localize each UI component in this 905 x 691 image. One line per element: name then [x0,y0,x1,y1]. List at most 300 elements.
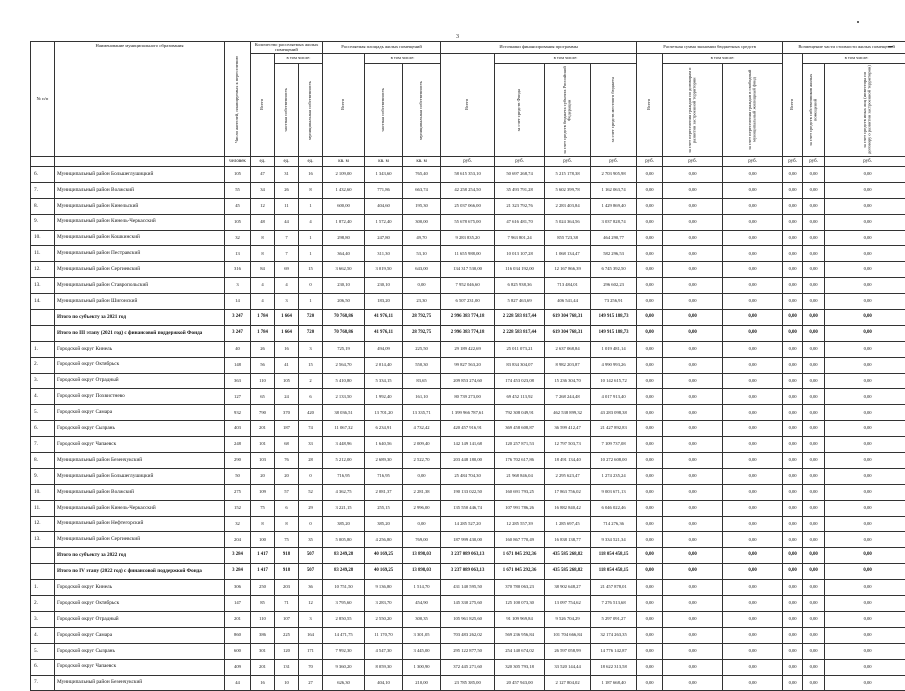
value-cell: 0,00 [783,310,803,326]
value-cell: 0,00 [825,389,905,405]
value-cell: 1 417 [251,548,275,564]
value-cell: 83 249,28 [323,548,365,564]
unit-cell: руб. [723,157,783,167]
value-cell: 3 [299,611,323,627]
value-cell: 0,00 [663,675,723,691]
value-cell: 85 [251,596,275,612]
value-cell: 28 792,75 [403,310,441,326]
value-cell: 7 [275,230,299,246]
value-cell: 21 968 846,04 [495,468,545,484]
value-cell: 0,00 [723,532,783,548]
value-cell: 792 308 049,91 [495,405,545,421]
value-cell: 2 996,00 [403,500,441,516]
value-cell: 15 [299,262,323,278]
value-cell: 385,20 [323,516,365,532]
value-cell: 0,00 [723,453,783,469]
value-cell: 6 825 938,36 [495,278,545,294]
municipality-name: Муниципальный район Большеглушицкий [55,167,225,183]
value-cell: 0,00 [637,580,663,596]
value-cell: 1 671 845 292,36 [495,548,545,564]
municipality-name: Городской округ Отрадный [55,373,225,389]
value-cell: 420 [299,405,323,421]
row-number: 6. [31,421,55,437]
value-cell: 0,00 [825,627,905,643]
value-cell: 45 [225,198,251,214]
value-cell: 1 992,40 [365,389,403,405]
value-cell: 204 [225,532,251,548]
value-cell: 0,00 [723,611,783,627]
value-cell: 0,00 [803,437,825,453]
value-cell: 16 882 840,42 [545,500,591,516]
value-cell: 0,00 [825,214,905,230]
row-number: 4. [31,627,55,643]
value-cell: 0,00 [637,611,663,627]
value-cell: 386 [251,627,275,643]
value-cell: 0,00 [663,294,723,310]
unit-cell: кв. м [403,157,441,167]
value-cell: 1 432,60 [323,182,365,198]
value-cell: 12 [251,198,275,214]
value-cell: 65 [251,389,275,405]
value-cell: 195,30 [403,198,441,214]
value-cell: 0,00 [825,611,905,627]
value-cell: 107 991 786,26 [495,500,545,516]
value-cell: 771,86 [365,182,403,198]
row-number: 7. [31,182,55,198]
table-row [31,278,905,294]
value-cell: 10 272 608,00 [591,453,637,469]
col-no: № п/п [31,42,55,157]
row-number: 13. [31,532,55,548]
value-cell: 10 013 107,28 [495,246,545,262]
value-cell: 0,00 [825,310,905,326]
value-cell: 0,00 [803,325,825,341]
municipality-name: Муниципальный район Кошкинский [55,230,225,246]
row-number [31,548,55,564]
unit-cell: руб. [441,157,495,167]
value-cell: 0,00 [825,230,905,246]
value-cell: 0,00 [783,214,803,230]
value-cell: 0,00 [825,675,905,691]
table-row [31,373,905,389]
value-cell: 14 285 527,20 [441,516,495,532]
area-private: частная собственность [365,64,403,157]
value-cell: 320 305 793,18 [495,659,545,675]
value-cell: 3 448,96 [323,437,365,453]
econ-total: Всего [637,54,663,157]
value-cell: 33 [299,437,323,453]
count-muni: муниципальная собственность [299,64,323,157]
value-cell: 29 [299,500,323,516]
value-cell: 101 704 666,84 [545,627,591,643]
value-cell: 0,00 [723,341,783,357]
value-cell: 720 [299,325,323,341]
value-cell: 0,00 [663,659,723,675]
value-cell: 0,00 [723,278,783,294]
value-cell: 0,00 [803,500,825,516]
value-cell: 0,00 [663,548,723,564]
group-area: Расселяемая площадь жилых помещений [323,42,441,54]
value-cell: 0,00 [663,453,723,469]
value-cell: 0,00 [637,659,663,675]
value-cell: 0,00 [825,643,905,659]
row-number: 8. [31,198,55,214]
value-cell: 4 [275,278,299,294]
value-cell: 3 795,60 [323,596,365,612]
value-cell: 4 [251,278,275,294]
value-cell: 0,00 [663,278,723,294]
value-cell: 4 [299,214,323,230]
table-row [31,659,905,675]
value-cell: 1 343,60 [365,167,403,183]
table-row [31,437,905,453]
value-cell: 3 019,50 [365,262,403,278]
value-cell: 40 169,25 [365,564,403,580]
municipality-name: Итого по субъекту за 2021 год [55,310,225,326]
value-cell: 1 671 845 292,36 [495,564,545,580]
value-cell: 0,00 [803,675,825,691]
value-cell: 13 097 754,62 [545,596,591,612]
value-cell: 6 [275,500,299,516]
value-cell: 0,00 [723,627,783,643]
value-cell: 7 109 737,08 [591,437,637,453]
value-cell: 0,00 [723,182,783,198]
value-cell: 83,65 [403,373,441,389]
value-cell: 103 [251,453,275,469]
value-cell: 626,30 [323,675,365,691]
value-cell: 1 429 869,40 [591,198,637,214]
value-cell: 80 739 273,00 [441,389,495,405]
value-cell: 1 [299,198,323,214]
value-cell: 109 [251,484,275,500]
value-cell: 0,00 [637,389,663,405]
value-cell: 0,00 [825,596,905,612]
municipality-name: Городской округ Октябрьск [55,357,225,373]
value-cell: 20 [275,468,299,484]
value-cell: 0,00 [663,167,723,183]
value-cell: 0,00 [825,659,905,675]
table-row [31,262,905,278]
value-cell: 0,00 [825,468,905,484]
value-cell: 152 [225,500,251,516]
value-cell: 0,00 [803,357,825,373]
reimb-investors: за счет средств иных лиц (инвестора по договору о развитии застроенной территории) [825,64,905,157]
value-cell: 12 797 503,73 [545,437,591,453]
value-cell: 68 [275,437,299,453]
table-row [31,596,905,612]
value-cell: 464 290,77 [591,230,637,246]
value-cell: 0,00 [825,564,905,580]
table-row [31,643,905,659]
value-cell: 50 697 268,74 [495,167,545,183]
value-cell: 0,00 [803,310,825,326]
value-cell: 3 283,70 [365,596,403,612]
value-cell: 20 [251,468,275,484]
municipality-name: Муниципальный район Большеглушицкий [55,468,225,484]
value-cell: 47 [251,167,275,183]
value-cell: 0,00 [637,246,663,262]
table-row [31,341,905,357]
value-cell: 0,00 [637,278,663,294]
value-cell: 1 664 [275,325,299,341]
value-cell: 0,00 [783,564,803,580]
value-cell: 71 [275,596,299,612]
value-cell: 203 448 180,00 [441,453,495,469]
value-cell: 0,00 [803,389,825,405]
value-cell: 0,00 [783,659,803,675]
value-cell: 0,00 [663,214,723,230]
value-cell: 0,00 [803,564,825,580]
value-cell: 507 [299,548,323,564]
value-cell: 160 867 770,49 [495,532,545,548]
value-cell: 12 [299,596,323,612]
group-count: Количество расселяемых жилых помещений [251,42,323,54]
value-cell: 0,00 [783,421,803,437]
count-private: частная собственность [275,64,299,157]
unit-cell: ед. [275,157,299,167]
value-cell: 10 751,50 [323,580,365,596]
value-cell: 206,50 [323,294,365,310]
municipality-name: Городской округ Чапаевск [55,659,225,675]
value-cell: 149 915 188,73 [591,310,637,326]
table-row [31,230,905,246]
value-cell: 0,00 [803,611,825,627]
value-cell: 44 [225,675,251,691]
value-cell: 0,00 [403,278,441,294]
value-cell: 0,00 [663,230,723,246]
value-cell: 0,00 [825,453,905,469]
value-cell: 714 276,36 [591,516,637,532]
municipality-name: Муниципальный район Кинель-Черкасский [55,500,225,516]
value-cell: 0,00 [825,278,905,294]
value-cell: 316 [225,262,251,278]
row-number: 3. [31,611,55,627]
value-cell: 0,00 [723,246,783,262]
value-cell: 225,50 [403,341,441,357]
value-cell: 0,00 [803,468,825,484]
value-cell: 0,00 [783,262,803,278]
total-row [31,564,905,580]
municipality-name: Муниципальный район Нефтегорский [55,516,225,532]
value-cell: 619 304 768,31 [545,310,591,326]
value-cell: 0,00 [637,182,663,198]
value-cell: 290 [225,453,251,469]
value-cell: 74 [299,421,323,437]
value-cell: 0,00 [825,421,905,437]
unit-cell: руб. [495,157,545,167]
value-cell: 275 [225,484,251,500]
total-row [31,548,905,564]
value-cell: 0,00 [803,246,825,262]
value-cell: 0,00 [663,532,723,548]
value-cell: 0,00 [663,516,723,532]
value-cell: 301 [251,643,275,659]
value-cell: 3 662,50 [323,262,365,278]
value-cell: 1 [299,230,323,246]
row-number: 9. [31,214,55,230]
value-cell: 2 228 583 817,44 [495,325,545,341]
value-cell: 40 169,25 [365,548,403,564]
row-number: 6. [31,659,55,675]
row-number: 1. [31,580,55,596]
value-cell: 0,00 [783,246,803,262]
value-cell: 0,00 [663,373,723,389]
table-row [31,246,905,262]
value-cell: 0,00 [663,484,723,500]
value-cell: 83 834 304,07 [495,357,545,373]
value-cell: 23 785 385,00 [441,675,495,691]
value-cell: 35 [299,532,323,548]
value-cell: 0,00 [663,182,723,198]
value-cell: 1 019 481,14 [591,341,637,357]
value-cell: 15 236 304,70 [545,373,591,389]
value-cell: 300,00 [403,214,441,230]
fin-subject: за счет средств бюджета субъекта Российской Федерации [545,64,591,157]
table-row [31,357,905,373]
value-cell: 0,00 [723,262,783,278]
value-cell: 58 615 353,10 [441,167,495,183]
unit-cell: ед. [251,157,275,167]
value-cell: 716,95 [365,468,403,484]
value-cell: 0,00 [783,373,803,389]
value-cell: 52 [299,484,323,500]
value-cell: 7 [275,246,299,262]
unit-cell: кв. м [323,157,365,167]
value-cell: 860 [225,627,251,643]
value-cell: 12 167 866,39 [545,262,591,278]
value-cell: 2 295 623,47 [545,468,591,484]
value-cell: 41 976,11 [365,325,403,341]
municipality-name: Муниципальный район Сергиевский [55,262,225,278]
municipality-name: Городской округ Самара [55,405,225,421]
fin-incl: в том числе: [495,54,637,64]
fin-local: за счет средств местного бюджета [591,64,637,157]
value-cell: 790 [251,405,275,421]
value-cell: 0,00 [663,310,723,326]
value-cell: 8 [251,246,275,262]
value-cell: 0,00 [663,611,723,627]
value-cell: 187 [275,421,299,437]
value-cell: 1 068 134,47 [545,246,591,262]
value-cell: 14 776 142,87 [591,643,637,659]
value-cell: 7 963 801,24 [495,230,545,246]
value-cell: 0,00 [783,182,803,198]
unit-cell: руб. [545,157,591,167]
table-row [31,405,905,421]
value-cell: 1 300,90 [403,659,441,675]
municipality-name: Итого по IV этапу (2022 год) с финансовой поддержкой Фонда [55,564,225,580]
municipality-name: Муниципальный район Кинель-Черкасский [55,214,225,230]
count-incl: в том числе: [275,54,323,64]
value-cell: 9 526 704,29 [545,611,591,627]
row-number: 1. [31,341,55,357]
value-cell: 6 046 022,46 [591,500,637,516]
group-reimbursement: Возмещение части стоимости жилых помещений [783,42,905,54]
value-cell: 364,40 [323,246,365,262]
units-row [31,157,905,167]
value-cell: 41 976,11 [365,310,403,326]
value-cell: 370 780 063,23 [495,580,545,596]
value-cell: 70 768,86 [323,325,365,341]
row-number: 11. [31,500,55,516]
value-cell: 116 034 192,00 [495,262,545,278]
value-cell: 69 452 113,92 [495,389,545,405]
value-cell: 120 [275,643,299,659]
value-cell: 2 009,40 [403,437,441,453]
value-cell: 0,00 [723,310,783,326]
value-cell: 0,00 [723,198,783,214]
value-cell: 0,00 [663,437,723,453]
value-cell: 720 [299,310,323,326]
value-cell: 769,00 [403,532,441,548]
value-cell: 16 [275,341,299,357]
value-cell: 120 257 871,53 [495,437,545,453]
value-cell: 0,00 [663,500,723,516]
value-cell: 462 538 899,32 [545,405,591,421]
value-cell: 619 304 768,31 [545,325,591,341]
value-cell: 142 149 141,68 [441,437,495,453]
value-cell: 105 961 825,60 [441,611,495,627]
value-cell: 0,00 [723,596,783,612]
value-cell: 0,00 [803,230,825,246]
value-cell: 210,00 [403,675,441,691]
value-cell: 25 484 704,30 [441,468,495,484]
municipality-name: Итого по III этапу (2021 год) с финансовой поддержкой Фонда [55,325,225,341]
value-cell: 0,00 [803,421,825,437]
row-number [31,564,55,580]
value-cell: 75 [251,500,275,516]
table-row [31,198,905,214]
value-cell: 14 471,75 [323,627,365,643]
value-cell: 38 036,51 [323,405,365,421]
value-cell: 0,00 [663,421,723,437]
row-number: 7. [31,437,55,453]
row-number: 8. [31,453,55,469]
value-cell: 55 678 675,00 [441,214,495,230]
value-cell: 105 [225,214,251,230]
value-cell: 370 [275,405,299,421]
value-cell: 176 702 617,86 [495,453,545,469]
value-cell: 0,00 [783,278,803,294]
table-row [31,484,905,500]
value-cell: 73 256,91 [591,294,637,310]
value-cell: 43 283 098,38 [591,405,637,421]
value-cell: 2 996 383 774,18 [441,325,495,341]
value-cell: 0,00 [637,484,663,500]
value-cell: 101 [251,437,275,453]
value-cell: 26 [275,182,299,198]
value-cell: 295 122 877,50 [441,643,495,659]
row-number [31,325,55,341]
value-cell: 35 493 791,28 [495,182,545,198]
value-cell: 1 [299,246,323,262]
value-cell: 10 142 615,72 [591,373,637,389]
value-cell: 1 784 [251,310,275,326]
unit-cell: руб. [803,157,825,167]
group-financing: Источники финансирования программы [441,42,637,54]
value-cell: 0,00 [637,675,663,691]
value-cell: 0,00 [403,516,441,532]
value-cell: 0,00 [825,325,905,341]
table-row [31,500,905,516]
value-cell: 11 655 988,00 [441,246,495,262]
page-number: 3 [456,34,459,40]
value-cell: 33 520 144,44 [545,659,591,675]
value-cell: 3 284 [225,564,251,580]
unit-cell: руб. [783,157,803,167]
value-cell: 1 274 235,24 [591,468,637,484]
value-cell: 0,00 [637,167,663,183]
